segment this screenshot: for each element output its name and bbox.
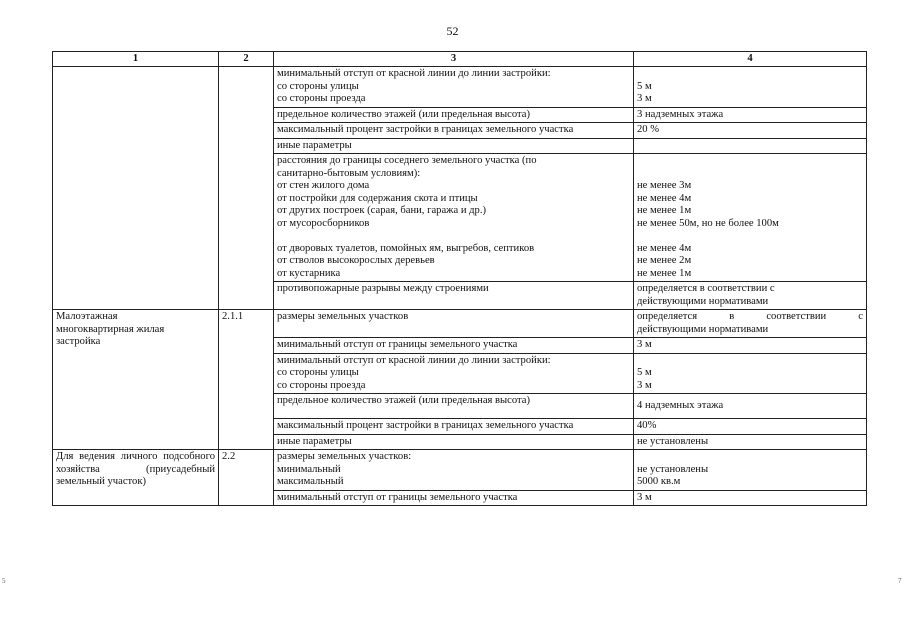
value-line: 5000 кв.м bbox=[637, 476, 681, 487]
param-cell bbox=[274, 154, 634, 282]
param-line: максимальный bbox=[277, 476, 344, 487]
value-line: действующими нормативами bbox=[637, 323, 769, 335]
param-cell bbox=[274, 353, 634, 394]
value-line: 5 м bbox=[637, 80, 652, 92]
use-code-cell: 2.2 bbox=[219, 450, 274, 506]
param-line: от кустарника bbox=[277, 267, 341, 279]
param-cell: иные параметры bbox=[274, 138, 634, 154]
param-line: от постройки для содержания скота и птицы bbox=[277, 192, 478, 204]
param-line: со стороны улицы bbox=[277, 80, 359, 92]
value-line: не менее 50м, но не более 100м bbox=[637, 217, 779, 229]
header-col-4: 4 bbox=[634, 52, 867, 67]
value-line: действующими нормативами bbox=[637, 295, 769, 307]
param-cell: противопожарные разрывы между строениями bbox=[274, 282, 634, 310]
param-cell: предельное количество этажей (или предельная высота) bbox=[274, 107, 634, 123]
continued-code-cell bbox=[219, 67, 274, 310]
param-line: размеры земельных участков: bbox=[277, 451, 412, 462]
param-cell bbox=[274, 67, 634, 108]
value-cell bbox=[634, 282, 867, 310]
value-line: 5 м bbox=[637, 367, 652, 378]
value-line: не установлены bbox=[637, 463, 709, 475]
header-col-3: 3 bbox=[274, 52, 634, 67]
param-line: со стороны улицы bbox=[277, 367, 359, 378]
use-name-cell bbox=[53, 310, 219, 450]
header-col-2: 2 bbox=[219, 52, 274, 67]
zoning-parameters-table bbox=[52, 51, 867, 506]
param-cell: предельное количество этажей (или предельная высота) bbox=[274, 394, 634, 419]
right-margin-mark: 7 bbox=[898, 577, 902, 585]
table-row bbox=[53, 450, 867, 491]
value-line: не менее 4м bbox=[637, 242, 692, 254]
param-line: от мусоросборников bbox=[277, 217, 370, 229]
value-cell: 3 м bbox=[634, 490, 867, 506]
value-cell: 3 надземных этажа bbox=[634, 107, 867, 123]
value-cell bbox=[634, 154, 867, 282]
value-cell bbox=[634, 353, 867, 394]
value-cell: 40% bbox=[634, 419, 867, 435]
param-line: санитарно-бытовым условиям): bbox=[277, 167, 421, 179]
value-word: с bbox=[858, 311, 863, 322]
use-code-cell: 2.1.1 bbox=[219, 310, 274, 450]
value-word: соответствии bbox=[766, 311, 827, 322]
value-cell bbox=[634, 310, 867, 338]
value-line: определяется в соответствии с bbox=[637, 283, 775, 294]
table-row bbox=[53, 310, 867, 338]
param-line: со стороны проезда bbox=[277, 379, 366, 391]
param-cell: минимальный отступ от границы земельного участка bbox=[274, 338, 634, 354]
value-line: не менее 1м bbox=[637, 267, 692, 279]
param-cell: максимальный процент застройки в границах земельного участка bbox=[274, 419, 634, 435]
value-cell: не установлены bbox=[634, 434, 867, 450]
value-cell bbox=[634, 138, 867, 154]
value-cell: 20 % bbox=[634, 123, 867, 139]
param-cell: иные параметры bbox=[274, 434, 634, 450]
continued-use-name-cell bbox=[53, 67, 219, 310]
use-name-cell: Для ведения личного подсобного хозяйства (приусадебный земельный участок) bbox=[53, 450, 219, 506]
param-line: от дворовых туалетов, помойных ям, выгребов, септиков bbox=[277, 242, 535, 254]
param-cell: размеры земельных участков bbox=[274, 310, 634, 338]
value-line: не менее 3м bbox=[637, 180, 692, 191]
param-line: минимальный отступ от красной линии до линии застройки: bbox=[277, 68, 551, 79]
param-line: от других построек (сарая, бани, гаража и др.) bbox=[277, 205, 487, 216]
param-cell bbox=[274, 450, 634, 491]
param-cell: минимальный отступ от границы земельного участка bbox=[274, 490, 634, 506]
param-line: от стволов высокорослых деревьев bbox=[277, 255, 435, 266]
value-cell bbox=[634, 450, 867, 491]
use-name-line: застройка bbox=[56, 336, 101, 347]
table-row bbox=[53, 67, 867, 108]
param-cell: максимальный процент застройки в границах земельного участка bbox=[274, 123, 634, 139]
value-word: определяется bbox=[637, 311, 698, 322]
left-margin-mark: 5 bbox=[2, 577, 6, 585]
table-header-row bbox=[53, 52, 867, 67]
header-col-1: 1 bbox=[53, 52, 219, 67]
value-cell: 3 м bbox=[634, 338, 867, 354]
value-line bbox=[637, 311, 863, 324]
use-name-line: Малоэтажная bbox=[56, 311, 118, 322]
value-line: не менее 4м bbox=[637, 192, 692, 204]
param-line: минимальный bbox=[277, 463, 341, 475]
value-line: не менее 1м bbox=[637, 205, 692, 216]
page-number: 52 bbox=[446, 24, 459, 38]
param-line: расстояния до границы соседнего земельного участка (по bbox=[277, 155, 537, 166]
value-line: 3 м bbox=[637, 379, 652, 391]
value-line: не менее 2м bbox=[637, 255, 692, 266]
value-line: 3 м bbox=[637, 93, 652, 104]
value-word: в bbox=[729, 311, 735, 322]
param-line: минимальный отступ от красной линии до линии застройки: bbox=[277, 354, 551, 366]
value-cell: 4 надземных этажа bbox=[634, 394, 867, 419]
use-name-line: многоквартирная жилая bbox=[56, 323, 165, 335]
value-cell bbox=[634, 67, 867, 108]
param-line: со стороны проезда bbox=[277, 93, 366, 104]
param-line: от стен жилого дома bbox=[277, 180, 370, 191]
